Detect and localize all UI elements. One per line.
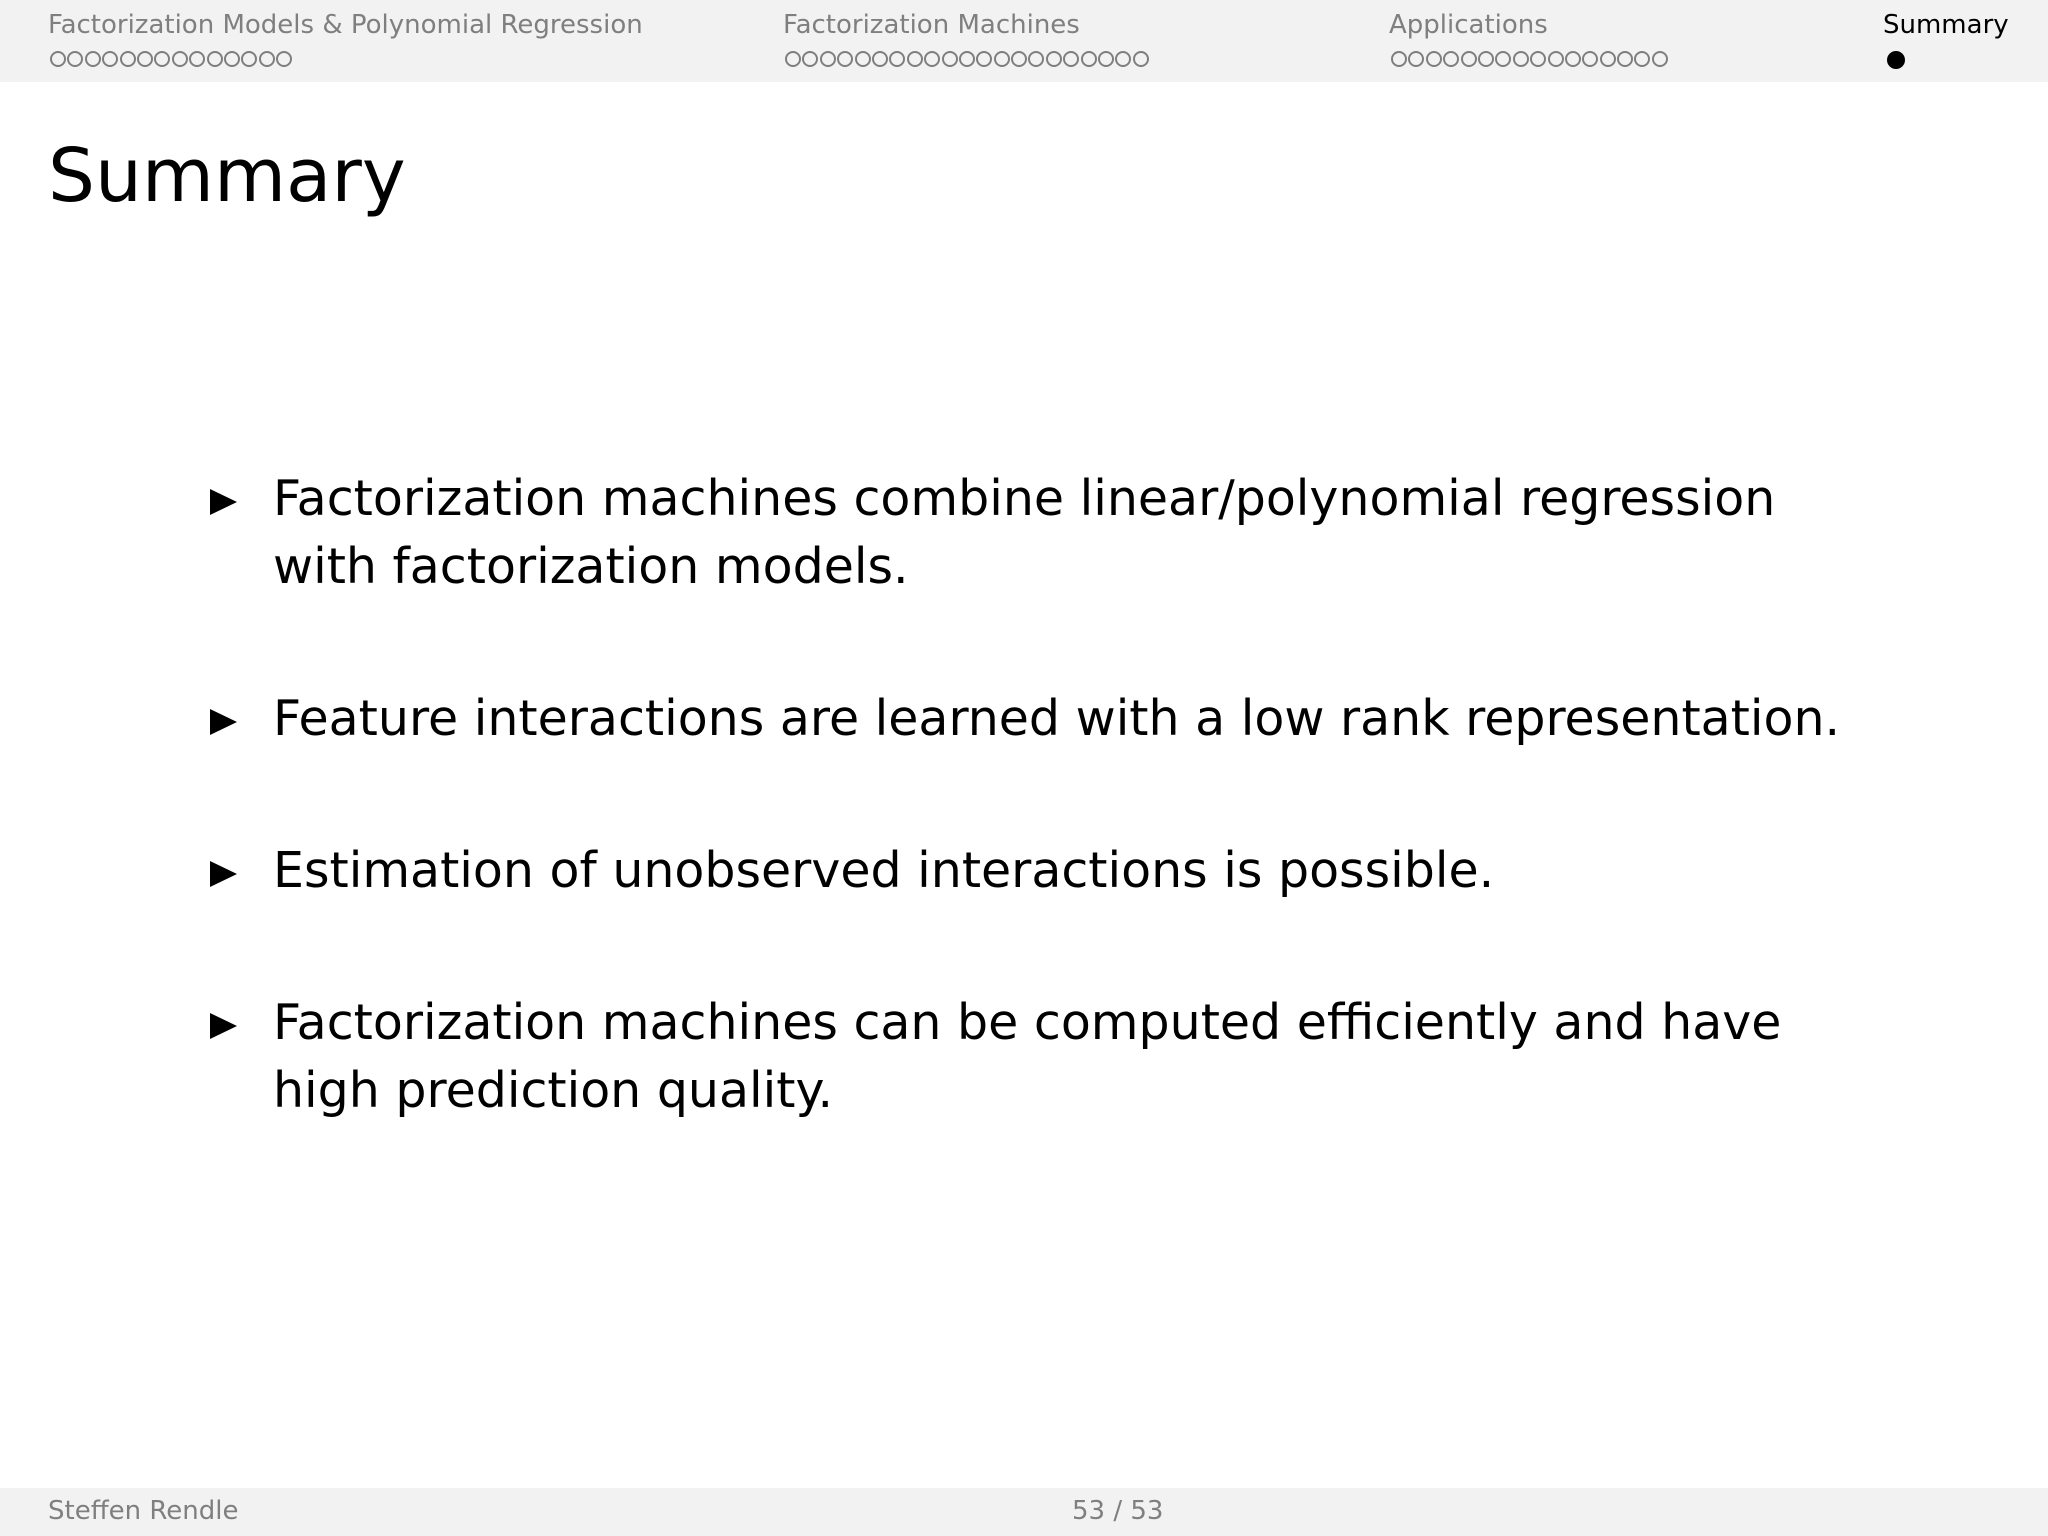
circle-icon[interactable] (276, 51, 292, 67)
section-navigation-bar (0, 0, 2048, 82)
bullet-text: Factorization machines combine linear/polynomial regression with factorization models. (273, 470, 1776, 595)
circle-icon[interactable] (1634, 51, 1650, 67)
bullet-list (210, 465, 1850, 1125)
triangle-right-icon (210, 861, 237, 887)
bullet-item (210, 837, 1850, 905)
circle-icon[interactable] (907, 51, 923, 67)
circle-icon[interactable] (1115, 51, 1131, 67)
frame-dots (1391, 51, 1669, 71)
circle-icon[interactable] (1408, 51, 1424, 67)
circle-icon[interactable] (855, 51, 871, 67)
triangle-right-icon (210, 1013, 237, 1039)
circle-icon[interactable] (154, 51, 170, 67)
circle-icon[interactable] (1461, 51, 1477, 67)
circle-icon[interactable] (259, 51, 275, 67)
nav-section-title[interactable]: Factorization Models & Polynomial Regression (48, 10, 643, 40)
frame-dots (785, 51, 1150, 71)
circle-icon[interactable] (802, 51, 818, 67)
footer-bar (0, 1488, 2048, 1536)
circle-icon[interactable] (1081, 51, 1097, 67)
nav-section-applications[interactable] (1389, 8, 1548, 42)
circle-icon[interactable] (820, 51, 836, 67)
circle-icon[interactable] (1478, 51, 1494, 67)
circle-icon[interactable] (942, 51, 958, 67)
frame-dots (1887, 51, 1906, 71)
circle-icon[interactable] (1443, 51, 1459, 67)
circle-icon[interactable] (1530, 51, 1546, 67)
circle-icon[interactable] (1495, 51, 1511, 67)
nav-section-title[interactable]: Summary (1883, 10, 2009, 40)
circle-icon[interactable] (1565, 51, 1581, 67)
circle-icon[interactable] (785, 51, 801, 67)
circle-icon[interactable] (120, 51, 136, 67)
circle-icon[interactable] (872, 51, 888, 67)
footer-author: Steffen Rendle (48, 1496, 239, 1526)
circle-icon[interactable] (1600, 51, 1616, 67)
circle-icon[interactable] (1133, 51, 1149, 67)
circle-icon[interactable] (50, 51, 66, 67)
circle-icon[interactable] (172, 51, 188, 67)
circle-icon[interactable] (1582, 51, 1598, 67)
circle-icon[interactable] (1028, 51, 1044, 67)
circle-icon[interactable] (1098, 51, 1114, 67)
bullet-item (210, 685, 1850, 753)
circle-icon[interactable] (207, 51, 223, 67)
bullet-text: Estimation of unobserved interactions is possible. (273, 842, 1495, 899)
triangle-right-icon (210, 709, 237, 735)
circle-icon[interactable] (994, 51, 1010, 67)
nav-section-title[interactable]: Applications (1389, 10, 1548, 40)
circle-icon[interactable] (102, 51, 118, 67)
bullet-text: Feature interactions are learned with a low rank representation. (273, 690, 1841, 747)
circle-icon[interactable] (1391, 51, 1407, 67)
circle-icon[interactable] (1426, 51, 1442, 67)
circle-icon[interactable] (959, 51, 975, 67)
footer-page-number: 53 / 53 (1072, 1496, 1164, 1526)
circle-icon[interactable] (889, 51, 905, 67)
circle-icon[interactable] (837, 51, 853, 67)
nav-section-factorization-machines[interactable] (783, 8, 1080, 42)
circle-icon[interactable] (1011, 51, 1027, 67)
circle-icon[interactable] (67, 51, 83, 67)
circle-icon[interactable] (976, 51, 992, 67)
circle-icon[interactable] (1548, 51, 1564, 67)
bullet-text: Factorization machines can be computed efficiently and have high prediction quality. (273, 994, 1782, 1119)
nav-section-summary[interactable] (1883, 8, 2009, 42)
filled-circle-icon[interactable] (1887, 51, 1905, 69)
circle-icon[interactable] (137, 51, 153, 67)
circle-icon[interactable] (1652, 51, 1668, 67)
circle-icon[interactable] (241, 51, 257, 67)
circle-icon[interactable] (224, 51, 240, 67)
nav-section-factorization-models[interactable] (48, 8, 643, 42)
circle-icon[interactable] (85, 51, 101, 67)
circle-icon[interactable] (1046, 51, 1062, 67)
circle-icon[interactable] (1513, 51, 1529, 67)
nav-section-title[interactable]: Factorization Machines (783, 10, 1080, 40)
bullet-item (210, 465, 1850, 601)
circle-icon[interactable] (1063, 51, 1079, 67)
bullet-item (210, 989, 1850, 1125)
circle-icon[interactable] (189, 51, 205, 67)
triangle-right-icon (210, 489, 237, 515)
circle-icon[interactable] (1617, 51, 1633, 67)
frame-dots (50, 51, 293, 71)
circle-icon[interactable] (924, 51, 940, 67)
slide-title: Summary (48, 133, 406, 219)
